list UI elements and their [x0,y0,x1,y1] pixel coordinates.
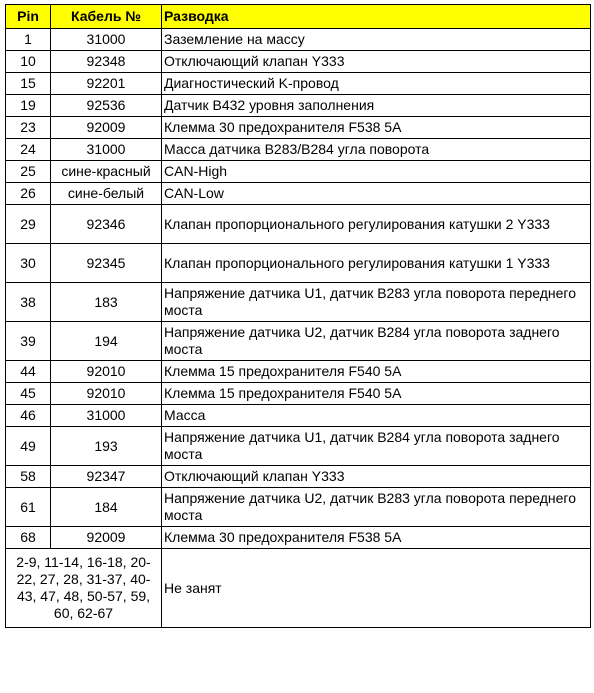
wiring-cell: Заземление на массу [162,29,591,51]
cable-cell: 92348 [51,51,162,73]
pin-cell: 19 [6,95,51,117]
pin-cell: 29 [6,205,51,244]
table-row [6,73,591,95]
table-row [6,95,591,117]
cable-cell: 184 [51,488,162,527]
pin-cell: 68 [6,527,51,549]
cable-cell: 92009 [51,117,162,139]
table-row [6,427,591,466]
table-row [6,161,591,183]
cable-cell: 92536 [51,95,162,117]
cable-cell: сине-красный [51,161,162,183]
wiring-cell: Масса датчика B283/B284 угла поворота [162,139,591,161]
wiring-cell: Диагностический K-провод [162,73,591,95]
table-row [6,383,591,405]
cable-cell: 31000 [51,139,162,161]
wiring-cell: CAN-Low [162,183,591,205]
pin-cell: 1 [6,29,51,51]
cable-cell: 92345 [51,244,162,283]
table-row [6,117,591,139]
wiring-cell: Отключающий клапан Y333 [162,51,591,73]
pin-cell: 45 [6,383,51,405]
pin-cell: 49 [6,427,51,466]
pin-cell: 44 [6,361,51,383]
unused-pins: 2-9, 11-14, 16-18, 20-22, 27, 28, 31-37, 40-43, 47, 48, 50-57, 59, 60, 62-67 [6,549,162,628]
wiring-cell: CAN-High [162,161,591,183]
cable-cell: 31000 [51,29,162,51]
header-pin: Pin [6,5,51,29]
cable-cell: 183 [51,283,162,322]
pin-cell: 46 [6,405,51,427]
wiring-cell: Масса [162,405,591,427]
pin-cell: 26 [6,183,51,205]
wiring-cell: Датчик B432 уровня заполнения [162,95,591,117]
table-row [6,139,591,161]
pin-cell: 38 [6,283,51,322]
table-body [6,29,591,628]
cable-cell: 92346 [51,205,162,244]
table-row [6,361,591,383]
table-row-unused [6,549,591,628]
table-row [6,244,591,283]
wiring-cell: Клапан пропорционального регулирования катушки 2 Y333 [162,205,591,244]
cable-cell: сине-белый [51,183,162,205]
pin-cell: 30 [6,244,51,283]
cable-cell: 31000 [51,405,162,427]
wiring-cell: Клапан пропорционального регулирования катушки 1 Y333 [162,244,591,283]
pin-cell: 24 [6,139,51,161]
table-row [6,205,591,244]
pin-cell: 58 [6,466,51,488]
pin-cell: 10 [6,51,51,73]
table-row [6,51,591,73]
wiring-cell: Клемма 30 предохранителя F538 5A [162,117,591,139]
cable-cell: 92010 [51,383,162,405]
wiring-cell: Напряжение датчика U2, датчик B284 угла поворота заднего моста [162,322,591,361]
header-wiring: Разводка [162,5,591,29]
table-row [6,405,591,427]
pin-cell: 61 [6,488,51,527]
cable-cell: 92009 [51,527,162,549]
pin-cell: 39 [6,322,51,361]
pinout-table [5,4,591,628]
wiring-cell: Клемма 30 предохранителя F538 5A [162,527,591,549]
cable-cell: 92010 [51,361,162,383]
pin-cell: 23 [6,117,51,139]
wiring-cell: Напряжение датчика U1, датчик B283 угла поворота переднего моста [162,283,591,322]
wiring-cell: Отключающий клапан Y333 [162,466,591,488]
table-row [6,183,591,205]
unused-wiring: Не занят [162,549,591,628]
table-row [6,29,591,51]
table-row [6,488,591,527]
table-row [6,527,591,549]
cable-cell: 193 [51,427,162,466]
wiring-cell: Напряжение датчика U2, датчик B283 угла поворота переднего моста [162,488,591,527]
pin-cell: 15 [6,73,51,95]
table-row [6,466,591,488]
cable-cell: 92347 [51,466,162,488]
cable-cell: 92201 [51,73,162,95]
header-cable: Кабель № [51,5,162,29]
table-row [6,322,591,361]
wiring-cell: Напряжение датчика U1, датчик B284 угла поворота заднего моста [162,427,591,466]
cable-cell: 194 [51,322,162,361]
wiring-cell: Клемма 15 предохранителя F540 5A [162,361,591,383]
pin-cell: 25 [6,161,51,183]
wiring-cell: Клемма 15 предохранителя F540 5A [162,383,591,405]
header-row [6,5,591,29]
table-row [6,283,591,322]
